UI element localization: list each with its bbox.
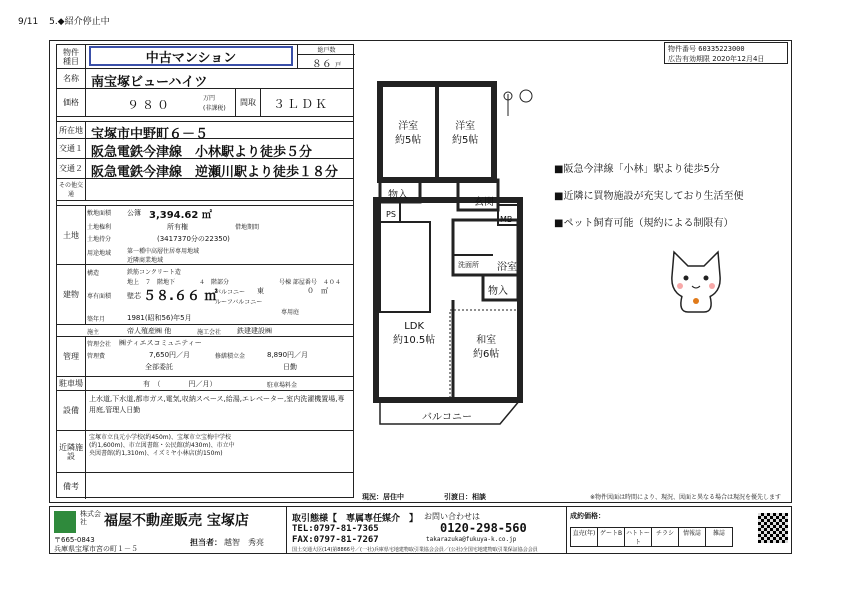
disclaimer: ※物件図面は時間により、現況、図面と異なる場合は現況を優先します	[590, 494, 782, 501]
fee-col: ゲートB	[598, 527, 625, 547]
company-logo-icon	[54, 511, 76, 533]
address-label: 所在地	[57, 122, 86, 138]
room-ps: PS	[386, 210, 396, 219]
management-label: 管理	[57, 337, 86, 376]
expiry-date: 2020年12月4日	[712, 55, 765, 63]
access2-label: 交通２	[57, 159, 86, 178]
room-entrance: 玄関	[474, 197, 494, 208]
room-number: 号棟 部屋番号 ４０４	[279, 279, 341, 286]
equipment-value: 上水道,下水道,都市ガス,電気,収納スペース,給湯,エレベーター,室内洗濯機置場,専用庭,管理人日勤	[89, 395, 345, 414]
balcony-area: ０ ㎡	[307, 287, 328, 295]
access1-value: 阪急電鉄今津線 小林駅より徒歩５分	[91, 145, 313, 160]
floors-value: 地上 ７ 階地下 ４ 階部分	[127, 279, 230, 286]
room-japanese: 和室 約6帖	[473, 335, 500, 360]
room-bedroom-2: 洋室 約5帖	[452, 121, 479, 146]
repair-fund: 8,890円／月	[267, 351, 309, 359]
price-value: ９８０	[127, 98, 173, 112]
mgmt-company-label: 管理会社	[87, 341, 112, 348]
agent-name: 越智 秀亮	[224, 538, 264, 547]
access1-label: 交通１	[57, 139, 86, 158]
address-value: 宝塚市中野町６－５	[91, 127, 209, 142]
page-header	[18, 14, 110, 27]
tel-number: TEL:0797-81-7365	[292, 524, 379, 534]
land-label: 土地	[57, 206, 86, 264]
access2-row	[57, 159, 353, 179]
layout-label: 間取	[235, 89, 261, 116]
postal-code: 〒665-0843	[54, 536, 95, 544]
land-block	[57, 205, 353, 265]
other-access-label: その他交通	[57, 179, 86, 200]
company-name: 福屋不動産販売 宝塚店	[104, 513, 249, 529]
balcony-label: バルコニー	[215, 289, 246, 296]
contractor-label: 施工会社	[197, 329, 222, 336]
room-ldk: LDK 約10.5帖	[393, 321, 436, 346]
spec-table	[56, 44, 354, 498]
room-mb: MB	[500, 215, 513, 224]
zoning-label: 用途地域	[87, 250, 112, 257]
nearby-row	[57, 431, 353, 473]
room-closet-2: 物入	[488, 286, 508, 297]
feature-list	[554, 156, 743, 237]
building-label: 建物	[57, 265, 86, 324]
mgmt-fee-label: 管理費	[87, 353, 106, 360]
other-access-row	[57, 179, 353, 201]
fee-col: チラシ	[652, 527, 679, 547]
info-box	[664, 42, 788, 64]
room-closet-1: 物入	[388, 190, 408, 201]
balcony-direction: 東	[257, 287, 264, 295]
area-label: 専有面積	[87, 293, 112, 300]
zoning2: 近隣商業地域	[127, 257, 164, 264]
share-value: (3417370分の22350)	[157, 235, 230, 243]
room-balcony: バルコニー	[422, 412, 472, 423]
layout-value: ３ＬＤＫ	[273, 97, 330, 111]
area-type: 壁芯	[127, 292, 141, 300]
freedial-number: 0120-298-560	[440, 521, 527, 535]
share-label: 土地持分	[87, 236, 112, 243]
room-bath: 浴室	[497, 262, 517, 273]
parking-note: 駐車場料金	[267, 382, 298, 389]
access2-value: 阪急電鉄今津線 逆瀬川駅より徒歩１８分	[91, 165, 339, 180]
fee-col: ハトトート	[625, 527, 652, 547]
contract-price-label: 成約価格：	[570, 512, 605, 520]
parking-row	[57, 377, 353, 391]
feature-item: ■阪急今津線「小林」駅より徒歩5分	[554, 164, 720, 175]
area-value: ５８.６６ ㎡	[143, 289, 218, 304]
structure-label: 構造	[87, 270, 100, 277]
current-status: 現況：居住中	[362, 493, 404, 501]
price-label: 価格	[57, 89, 86, 116]
deal-type: 取引態様【 専属専任媒介 】	[292, 514, 419, 524]
remarks-row	[57, 473, 353, 499]
fax-number: FAX:0797-81-7267	[292, 535, 379, 545]
type-label: 物件 種目	[57, 45, 86, 68]
lease-label: 借地期間	[235, 224, 260, 231]
land-area: 3,394.62 ㎡	[149, 210, 212, 221]
contractor-value: 鉄建建設㈱	[237, 327, 272, 335]
parking-label: 駐車場	[57, 377, 86, 390]
cat-mascot-icon	[664, 246, 728, 316]
inquiry-label: お問い合わせは	[424, 512, 480, 521]
builder-row	[57, 325, 353, 337]
agent-label: 担当者：	[190, 538, 222, 547]
structure-value: 鉄筋コンクリート造	[127, 269, 181, 276]
tax-note: (非課税)	[203, 105, 226, 112]
units-count: ８６ 戸	[297, 55, 355, 68]
nearby-label: 近隣施設	[57, 431, 86, 472]
name-row	[57, 69, 353, 89]
land-area-label: 敷地面積	[87, 210, 112, 217]
room-washroom: 洗面所	[458, 261, 479, 269]
equipment-row	[57, 391, 353, 431]
nearby-value: 宝塚市立良元小学校(約450m)、宝塚市立宝梅中学校(約1,600m)、市立図書館・公民館(約430m)、市立中央図書館(約1,310m)、イズミヤ小林店(約150m)	[89, 434, 235, 457]
property-name: 南宝塚ビューハイツ	[91, 75, 208, 90]
builder-label: 施主	[87, 329, 100, 336]
roof-balcony-label: ルーフバルコニー	[215, 299, 263, 306]
mgmt-fee: 7,650円／月	[149, 351, 191, 359]
access1-row	[57, 139, 353, 159]
built-value: 1981(昭和56)年5月	[127, 314, 192, 322]
expiry-label: 広告有効期限	[668, 55, 710, 63]
building-block	[57, 265, 353, 325]
management-block	[57, 337, 353, 377]
garden-label: 専用庭	[281, 309, 300, 316]
rights-label: 土地権利	[87, 224, 112, 231]
license-info: 国土交通大臣(14)第8866号／(一社)兵庫県宅地建物取引業協会会員／(公社)全国宅地建物取引業保証協会会員	[292, 547, 538, 553]
listing-id: 60335223000	[698, 45, 745, 53]
fee-table	[570, 527, 733, 547]
feature-item: ■ペット飼育可能（規約による制限有）	[554, 218, 734, 229]
zoning1: 第一種中高層住居専用地域	[127, 248, 200, 255]
fee-col: 直売(年)	[570, 527, 598, 547]
land-area-type: 公簿	[127, 209, 141, 217]
email-address: takarazuka@fukuya-k.co.jp	[426, 536, 517, 543]
status-label: 5.◆紹介停止中	[49, 17, 110, 27]
room-bedroom-1: 洋室 約5帖	[395, 121, 422, 146]
rights-value: 所有権	[167, 223, 188, 231]
price-unit: 万円	[203, 95, 216, 102]
units-label: 総戸数	[297, 45, 355, 55]
parking-value: 有 （ 円／月）	[143, 380, 217, 388]
footer	[49, 506, 792, 554]
repair-fund-label: 修繕積立金	[215, 353, 246, 360]
name-label: 名称	[57, 69, 86, 88]
type-row	[57, 45, 353, 69]
company-prefix: 株式会社	[80, 510, 101, 526]
mgmt-form: 日勤	[283, 363, 297, 371]
handover-date: 引渡日：相談	[444, 493, 486, 501]
qr-code-icon	[758, 513, 788, 543]
built-label: 築年月	[87, 316, 106, 323]
company-address: 兵庫県宝塚市宮の町１－５	[54, 545, 138, 553]
mgmt-company: ㈱ティエスコミュニティー	[119, 339, 202, 347]
print-date: 9/11	[18, 17, 39, 27]
mgmt-type: 全部委託	[145, 363, 173, 371]
fee-col: 雑誌	[706, 527, 733, 547]
builder-value: 帝人殖産㈱ 他	[127, 327, 172, 335]
price-row	[57, 89, 353, 117]
address-row	[57, 121, 353, 142]
equipment-label: 設備	[57, 391, 86, 430]
feature-item: ■近隣に買物施設が充実しており生活至便	[554, 191, 744, 202]
property-type: 中古マンション	[89, 46, 293, 66]
remarks-label: 備考	[57, 473, 86, 499]
listing-id-label: 物件番号	[668, 45, 696, 53]
fee-col: 情報誌	[679, 527, 706, 547]
